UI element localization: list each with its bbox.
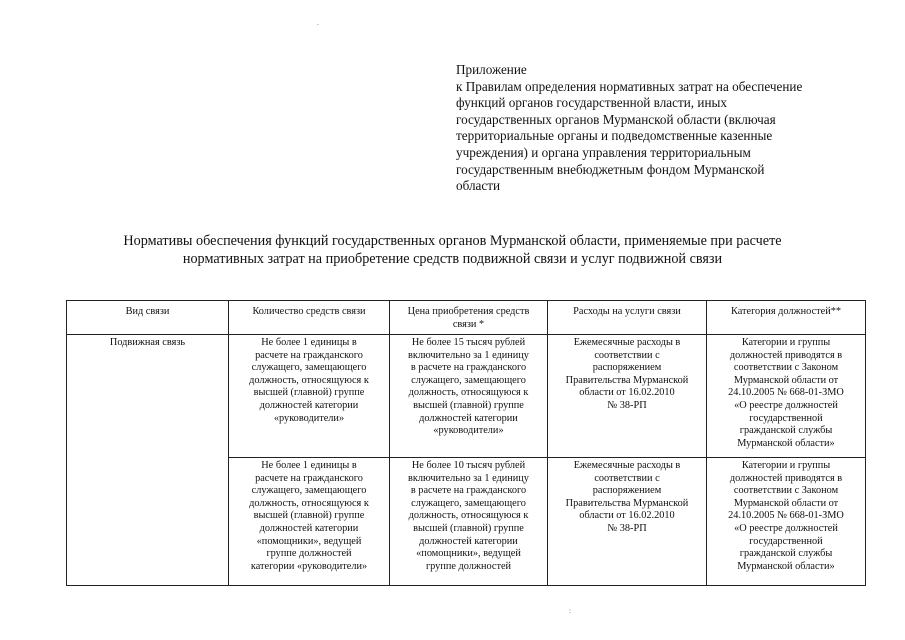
cell-expenses bbox=[548, 335, 707, 458]
cell-line: служащего, замещающего bbox=[411, 374, 526, 386]
cell-line: Мурманской области от bbox=[733, 374, 839, 386]
header-category bbox=[707, 301, 866, 335]
cell-line: должностей категории bbox=[419, 412, 518, 424]
cell-line: «О реестре должностей bbox=[734, 399, 838, 411]
header-price bbox=[390, 301, 548, 335]
cell-line: включительно за 1 единицу bbox=[408, 349, 529, 361]
cell-line: группе должностей bbox=[266, 548, 352, 560]
cell-line: Ежемесячные расходы в bbox=[573, 460, 681, 471]
cell-line: высшей (главной) группе bbox=[413, 399, 524, 411]
header-connection-type bbox=[67, 301, 229, 335]
table-row bbox=[67, 335, 866, 458]
cell-line: области от 16.02.2010 bbox=[579, 510, 675, 522]
title-line: нормативных затрат на приобретение средств подвижной связи и услуг подвижной связи bbox=[182, 250, 723, 267]
appendix-line: учреждения) и органа управления территориальным bbox=[456, 144, 751, 160]
appendix-line: функций органов государственной власти, иных bbox=[456, 95, 727, 111]
cell-category bbox=[707, 458, 866, 586]
header-text: Вид связи bbox=[125, 306, 170, 317]
cell-line: государственной bbox=[749, 412, 823, 424]
cell-line: Ежемесячные расходы в bbox=[573, 337, 681, 348]
cell-line: Мурманской области» bbox=[737, 437, 835, 449]
cell-line: Не более 1 единицы в bbox=[261, 460, 357, 471]
cell-line: 24.10.2005 № 668-01-ЗМО bbox=[728, 387, 844, 399]
cell-line: в расчете на гражданского bbox=[410, 362, 527, 374]
cell-category bbox=[707, 335, 866, 458]
scan-speck: . bbox=[317, 19, 319, 27]
document-title bbox=[0, 233, 905, 268]
cell-line: «помощники», ведущей bbox=[256, 535, 362, 547]
cell-line: расчете на гражданского bbox=[255, 349, 363, 361]
header-text: Цена приобретения средств bbox=[407, 306, 530, 317]
cell-line: должность, относящуюся к bbox=[249, 374, 369, 386]
cell-line: № 38-РП bbox=[607, 399, 647, 411]
cell-expenses bbox=[548, 458, 707, 586]
header-text: Количество средств связи bbox=[252, 306, 366, 317]
header-text: Категория должностей** bbox=[730, 306, 842, 317]
cell-line: должностей приводятся в bbox=[729, 472, 843, 484]
cell-line: соответствии с bbox=[594, 349, 660, 361]
cell-line: должностей категории bbox=[259, 399, 359, 411]
cell-quantity bbox=[229, 458, 390, 586]
header-quantity bbox=[229, 301, 390, 335]
cell-line: должность, относящуюся к bbox=[408, 387, 529, 399]
appendix-line: к Правилам определения нормативных затрат на обеспечение bbox=[456, 78, 803, 94]
appendix-line: государственных органов Мурманской области (включая bbox=[456, 111, 776, 127]
cell-line: области от 16.02.2010 bbox=[579, 387, 675, 399]
header-text: связи * bbox=[452, 318, 485, 330]
cell-line: Не более 15 тысяч рублей bbox=[411, 337, 526, 348]
cell-line: распоряжением bbox=[592, 362, 662, 374]
cell-line: Не более 1 единицы в bbox=[261, 337, 357, 348]
cell-price bbox=[390, 458, 548, 586]
cell-line: включительно за 1 единицу bbox=[408, 472, 529, 484]
cell-line: распоряжением bbox=[592, 485, 662, 497]
cell-line: должностей приводятся в bbox=[729, 349, 843, 361]
appendix-line: Приложение bbox=[456, 62, 527, 77]
cell-line: расчете на гражданского bbox=[255, 472, 363, 484]
cell-line: соответствии с Законом bbox=[733, 485, 839, 497]
cell-line: группе должностей bbox=[425, 560, 512, 572]
cell-line: высшей (главной) группе bbox=[253, 510, 365, 522]
cell-line: в расчете на гражданского bbox=[410, 485, 527, 497]
cell-text: Подвижная связь bbox=[109, 337, 186, 348]
scan-speck: : bbox=[569, 607, 571, 615]
appendix-line: государственным внебюджетным фондом Мурманской bbox=[456, 161, 765, 177]
cell-line: «руководители» bbox=[433, 425, 504, 437]
cell-line: соответствии с bbox=[594, 472, 660, 484]
cell-line: служащего, замещающего bbox=[411, 497, 526, 509]
appendix-note bbox=[456, 62, 876, 195]
cell-line: № 38-РП bbox=[607, 522, 647, 534]
title-line: Нормативы обеспечения функций государственных органов Мурманской области, применяемые при расчете bbox=[123, 233, 782, 249]
header-expenses bbox=[548, 301, 707, 335]
cell-line: должность, относящуюся к bbox=[249, 497, 369, 509]
cell-line: должностей категории bbox=[259, 522, 359, 534]
cell-line: «руководители» bbox=[273, 412, 345, 424]
cell-price bbox=[390, 335, 548, 458]
cell-line: категории «руководители» bbox=[250, 560, 368, 572]
norms-table bbox=[66, 300, 866, 586]
cell-line: гражданской службы bbox=[739, 425, 833, 437]
cell-line: должность, относящуюся к bbox=[408, 510, 529, 522]
cell-line: соответствии с Законом bbox=[733, 362, 839, 374]
cell-line: государственной bbox=[749, 535, 823, 547]
cell-line: служащего, замещающего bbox=[251, 485, 367, 497]
cell-quantity bbox=[229, 335, 390, 458]
cell-connection-type bbox=[67, 335, 229, 586]
cell-line: высшей (главной) группе bbox=[253, 387, 365, 399]
cell-line: должностей категории bbox=[419, 535, 518, 547]
cell-line: гражданской службы bbox=[739, 548, 833, 560]
appendix-line: области bbox=[456, 178, 501, 194]
header-text: Расходы на услуги связи bbox=[573, 306, 681, 317]
appendix-line: территориальные органы и подведомственные казенные bbox=[456, 128, 773, 144]
cell-line: Категории и группы bbox=[741, 337, 831, 348]
cell-line: Правительства Мурманской bbox=[565, 374, 689, 386]
cell-line: «помощники», ведущей bbox=[416, 548, 521, 560]
cell-line: Категории и группы bbox=[741, 460, 831, 471]
table-header-row bbox=[67, 301, 866, 335]
cell-line: Мурманской области от bbox=[733, 497, 839, 509]
cell-line: Не более 10 тысяч рублей bbox=[411, 460, 526, 471]
cell-line: «О реестре должностей bbox=[734, 522, 838, 534]
cell-line: 24.10.2005 № 668-01-ЗМО bbox=[728, 510, 844, 522]
cell-line: служащего, замещающего bbox=[251, 362, 367, 374]
cell-line: Мурманской области» bbox=[737, 560, 835, 572]
cell-line: высшей (главной) группе bbox=[413, 522, 524, 534]
cell-line: Правительства Мурманской bbox=[565, 497, 689, 509]
